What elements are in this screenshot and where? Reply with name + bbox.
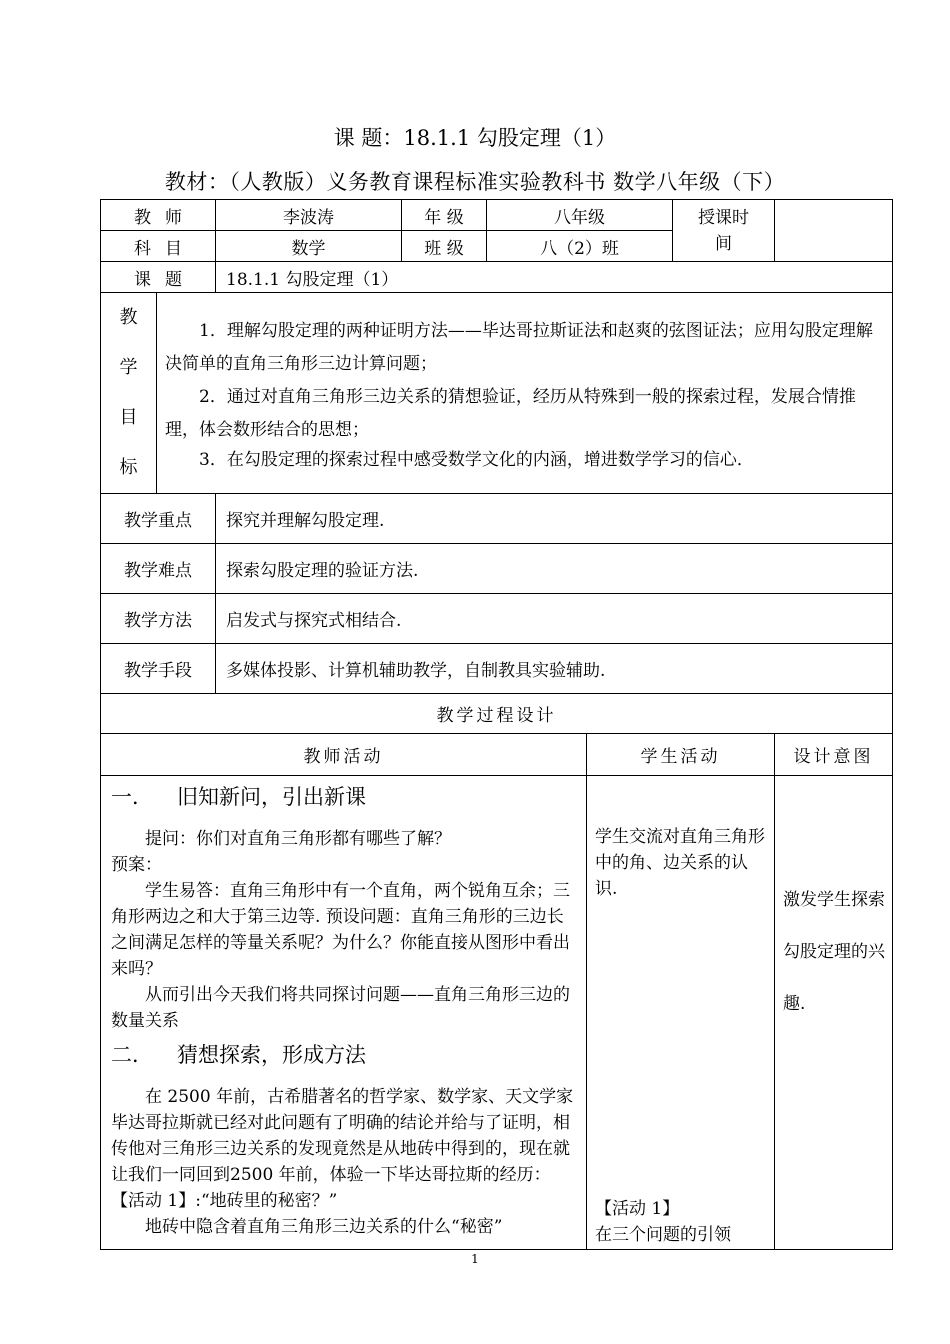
- textbook-info: 教材：（人教版）义务教育课程标准实验教科书 数学八年级（下）: [164, 170, 786, 194]
- page-title: 课 题：18.1.1 勾股定理（1）: [333, 126, 617, 150]
- difficulties-label: 教学难点: [101, 544, 216, 594]
- means-label: 教学手段: [101, 644, 216, 694]
- student-activity-1: 【活动 1】 在三个问题的引领: [595, 1199, 731, 1245]
- process-title: 教学过程设计: [101, 694, 893, 734]
- section-heading: 一． 旧知新问，引出新课: [111, 785, 366, 809]
- teacher-activity-content: [101, 776, 587, 1250]
- subject-label: 科目: [101, 231, 216, 262]
- page-number: 1: [471, 1252, 479, 1266]
- paragraph: 从而引出今天我们将共同探讨问题——直角三角形三边的数量关系: [111, 985, 570, 1031]
- teacher-label: 教师: [101, 200, 216, 231]
- paragraph: 预案：: [111, 855, 162, 875]
- student-activity-header: 学生活动: [587, 734, 775, 776]
- paragraph: 在 2500 年前，古希腊著名的哲学家、数学家、天文学家毕达哥拉斯就已经对此问题有了明确的结论并给与了证明，相传他对三角形三边关系的发现竟然是从地砖中得到的，现在就让我们一同回到2500 年前，体验一下毕达哥拉斯的经历：: [111, 1087, 574, 1185]
- grade-label: 年 级: [402, 200, 487, 231]
- paragraph: 学生易答：直角三角形中有一个直角，两个锐角互余；三角形两边之和大于第三边等. 预设问题：直角三角形的三边长之间满足怎样的等量关系呢？为什么？你能直接从图形中看出来吗？: [111, 881, 570, 979]
- lesson-plan-table: [100, 199, 893, 1250]
- teacher-name: 李波涛: [216, 200, 402, 231]
- student-activity-content: [587, 776, 775, 1250]
- grade-value: 八年级: [487, 200, 673, 231]
- goal-item: 1．理解勾股定理的两种证明方法——毕达哥拉斯证法和赵爽的弦图证法；应用勾股定理解决简单的直角三角形三边计算问题；: [165, 321, 873, 374]
- paragraph: 地砖中隐含着直角三角形三边关系的什么“秘密”: [145, 1217, 503, 1237]
- topic-label: 课题: [101, 262, 216, 293]
- topic-value: 18.1.1 勾股定理（1）: [216, 262, 893, 293]
- class-time-label: 授课时间: [673, 200, 775, 262]
- key-points-value: 探究并理解勾股定理.: [216, 494, 893, 544]
- difficulties-value: 探索勾股定理的验证方法.: [216, 544, 893, 594]
- goal-item: 3．在勾股定理的探索过程中感受数学文化的内涵，增进数学学习的信心．: [199, 450, 754, 470]
- goal-item: 2．通过对直角三角形三边关系的猜想验证，经历从特殊到一般的探索过程，发展合情推理，体会数形结合的思想；: [165, 387, 856, 440]
- design-intent-header: 设计意图: [775, 734, 893, 776]
- goals-label: 教学目标: [101, 293, 157, 494]
- activity-heading: 【活动 1】:“地砖里的秘密？”: [111, 1191, 338, 1211]
- class-time-value: [775, 200, 893, 262]
- paragraph: 提问：你们对直角三角形都有哪些了解？: [145, 829, 451, 849]
- class-label: 班 级: [402, 231, 487, 262]
- method-value: 启发式与探究式相结合.: [216, 594, 893, 644]
- subject-value: 数学: [216, 231, 402, 262]
- design-intent-content: 激发学生探索勾股定理的兴趣.: [775, 776, 893, 1250]
- class-value: 八（2）班: [487, 231, 673, 262]
- student-note: 学生交流对直角三角形中的角、边关系的认识.: [595, 827, 765, 899]
- teacher-activity-header: 教师活动: [101, 734, 587, 776]
- means-value: 多媒体投影、计算机辅助教学，自制教具实验辅助.: [216, 644, 893, 694]
- section-heading: 二． 猜想探索，形成方法: [111, 1043, 366, 1067]
- method-label: 教学方法: [101, 594, 216, 644]
- goals-content: [157, 293, 893, 494]
- key-points-label: 教学重点: [101, 494, 216, 544]
